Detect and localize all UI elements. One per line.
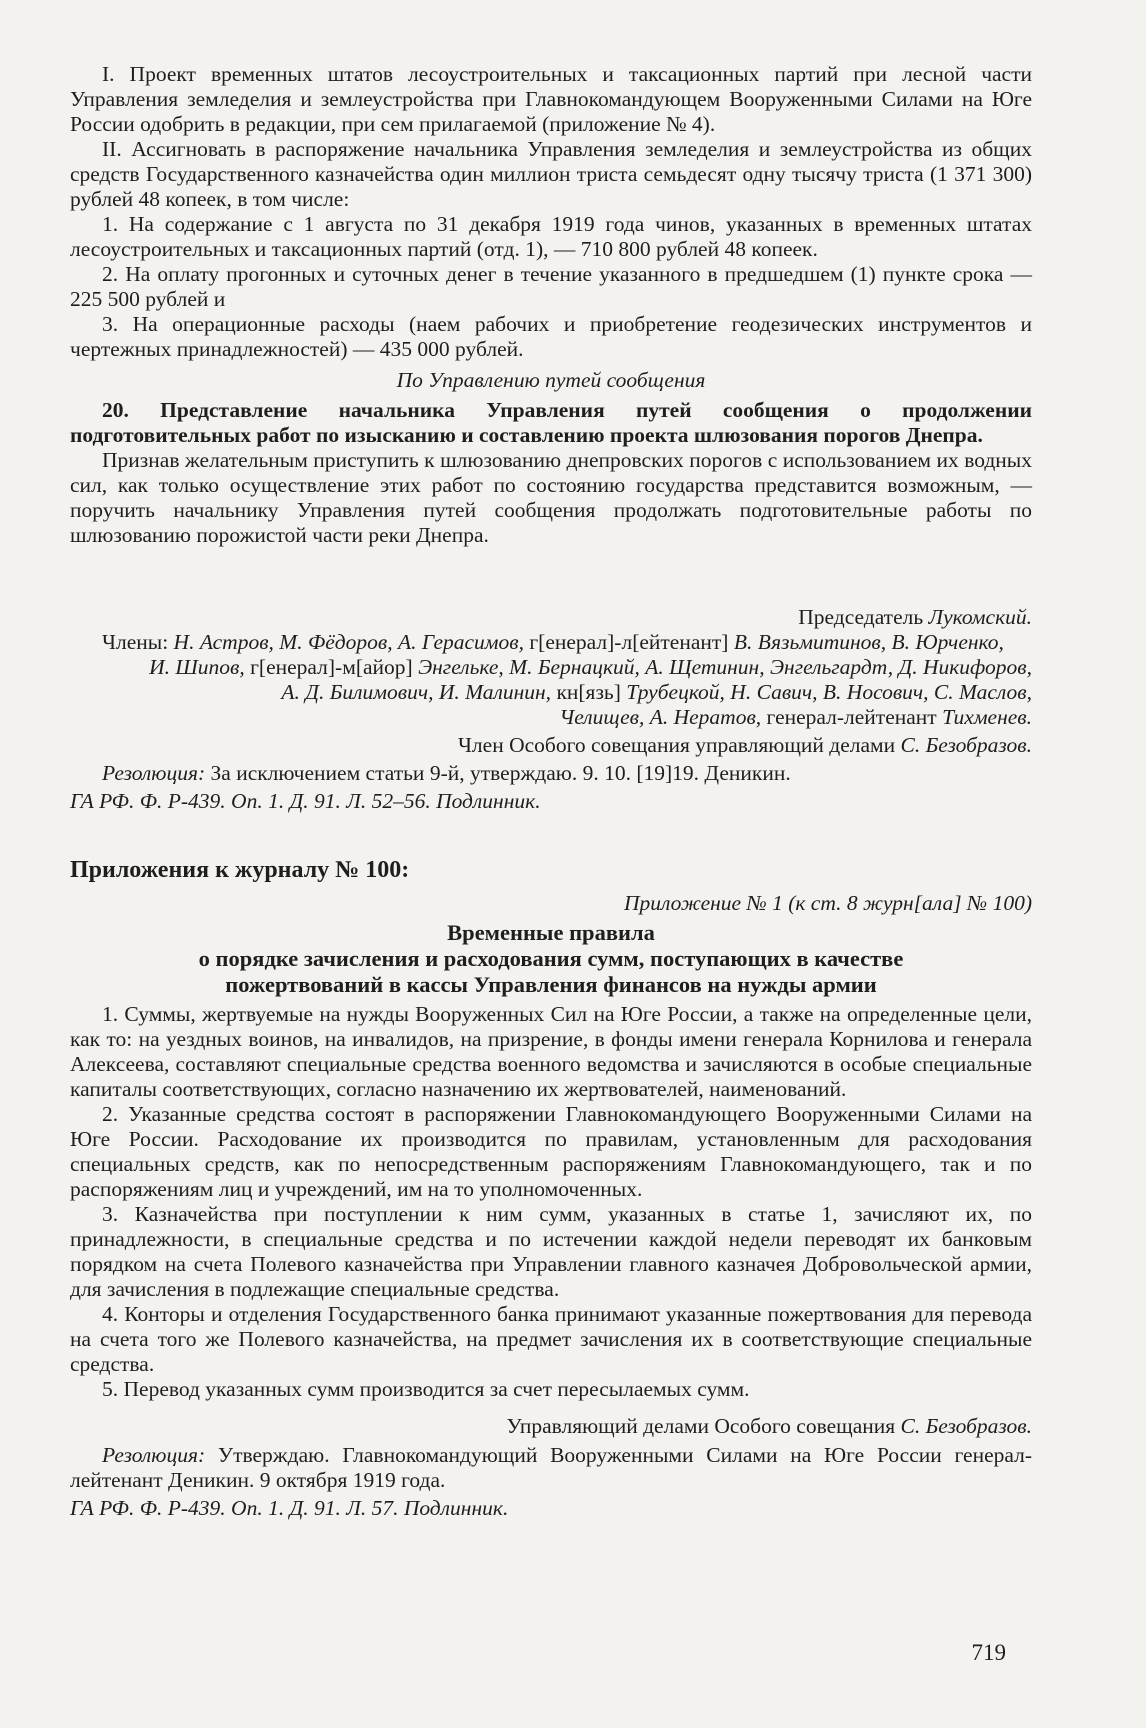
member-rank: г[енерал]-л[ейтенант]: [529, 630, 729, 654]
member-rank: кн[язь]: [556, 680, 621, 704]
archive-reference: ГА РФ. Ф. Р-439. Оп. 1. Д. 91. Л. 52–56. Подлинник.: [70, 789, 541, 813]
secretary-title: Член Особого совещания управляющий делами: [457, 733, 896, 757]
members-label: Члены:: [102, 630, 169, 654]
member-names: И. Шипов,: [149, 655, 245, 679]
paragraph-2: II. Ассигновать в распоряжение начальника Управления земледелия и землеустройства из общих средств Государственного казначейства один миллион триста семьдесят одну тысячу триста (1 371 300) рублей 48 копеек, в том числе:: [70, 137, 1032, 211]
member-names: Н. Астров, М. Фёдоров, А. Герасимов,: [173, 630, 524, 654]
rules-title-2: о порядке зачисления и расходования сумм, поступающих в качестве: [198, 946, 904, 971]
paragraph-1: I. Проект временных штатов лесоустроительных и таксационных партий при лесной части Управления земледелия и землеустройства при Главнокомандующем Вооруженными Силами на Юге России одобрить в редакции, при сем прилагаемой (приложение № 4).: [70, 62, 1032, 136]
paragraph-5: 3. На операционные расходы (наем рабочих и приобретение геодезических инструментов и чертежных принадлежностей) — 435 000 рублей.: [70, 312, 1032, 361]
resolution-text: Утверждаю. Главнокомандующий Вооруженными Силами на Юге России генерал-лейтенант Деникин. 9 октября 1919 года.: [70, 1443, 1033, 1492]
rule-5: 5. Перевод указанных сумм производится за счет пересылаемых сумм.: [102, 1377, 750, 1401]
chairman-name: Лукомский.: [928, 605, 1032, 629]
rules-title-1: Временные правила: [447, 920, 655, 945]
member-rank: г[енерал]-м[айор]: [250, 655, 413, 679]
members-line-3: [70, 680, 1032, 705]
section-subheading: По Управлению путей сообщения: [396, 368, 706, 392]
member-names: Трубецкой, Н. Савич, В. Носович, С. Маслов,: [626, 680, 1032, 704]
rule-3: 3. Казначейства при поступлении к ним сумм, указанных в статье 1, зачисляют их, по принадлежности, в специальные средства и по истечении каждой недели переводят их банковым порядком на счета Полевого казначейства при Управлении главного казначея Добровольческой армии, для зачисления в подлежащие специальные средства.: [70, 1202, 1032, 1301]
member-names: Тихменев.: [942, 705, 1032, 729]
members-line-2: [70, 655, 1032, 680]
appendix-resolution: [70, 1443, 1032, 1493]
paragraph-3: 1. На содержание с 1 августа по 31 декабря 1919 года чинов, указанных в временных штатах лесоустроительных и таксационных партий (отд. 1), — 710 800 рублей 48 копеек.: [70, 212, 1032, 261]
paragraph-4: 2. На оплату прогонных и суточных денег в течение указанного в предшедшем (1) пункте срока — 225 500 рублей и: [70, 262, 1032, 311]
resolution-label: Резолюция:: [102, 761, 206, 785]
members-line-4: [70, 705, 1032, 730]
signatures-block: [70, 605, 1032, 814]
resolution-label: Резолюция:: [102, 1443, 206, 1467]
appendix-heading: Приложения к журналу № 100:: [70, 857, 410, 883]
secretary-name: С. Безобразов.: [900, 733, 1032, 757]
appendix-section: [70, 858, 1032, 1521]
secretary-line: [70, 733, 1032, 758]
member-names: Челищев, А. Нератов,: [559, 705, 762, 729]
rule-2: 2. Указанные средства состоят в распоряжении Главнокомандующего Вооруженными Силами на Юге России. Расходование их производится по правилам, установленным для расходования специальных средств, как по непосредственным распоряжениям Главнокомандующего, так и по распоряжениям лиц и учреждений, им на то уполномоченных.: [70, 1102, 1032, 1201]
chairman-line: [70, 605, 1032, 630]
members-line-1: [70, 630, 1032, 655]
chairman-label: Председатель: [798, 605, 924, 629]
resolution-line: [70, 761, 1032, 786]
appendix-archive-reference: ГА РФ. Ф. Р-439. Оп. 1. Д. 91. Л. 57. Подлинник.: [70, 1496, 509, 1520]
section-body: Признав желательным приступить к шлюзованию днепровских порогов с использованием их водных сил, как только осуществление этих работ по состоянию государства представится возможным, — поручить начальнику Управления путей сообщения продолжать подготовительные работы по шлюзованию порожистой части реки Днепра.: [70, 448, 1032, 547]
resolution-text: За исключением статьи 9-й, утверждаю. 9. 10. [19]19. Деникин.: [210, 761, 791, 785]
member-rank: генерал-лейтенант: [766, 705, 937, 729]
section-heading: 20. Представление начальника Управления путей сообщения о продолжении подготовительных работ по изысканию и составлению проекта шлюзования порогов Днепра.: [70, 398, 1032, 447]
manager-name: С. Безобразов.: [900, 1414, 1032, 1438]
appendix-reference: Приложение № 1 (к ст. 8 журн[ала] № 100): [623, 891, 1032, 915]
member-names: Энгельке, М. Бернацкий, А. Щетинин, Энгельгардт, Д. Никифоров,: [418, 655, 1032, 679]
page-number: 719: [971, 1640, 1006, 1665]
section-20: [70, 368, 1032, 548]
rule-4: 4. Конторы и отделения Государственного банка принимают указанные пожертвования для перевода на счета того же Полевого казначейства, на предмет зачисления их в соответствующие специальные средства.: [70, 1302, 1032, 1376]
rule-1: 1. Суммы, жертвуемые на нужды Вооруженных Сил на Юге России, а также на определенные цели, как то: на уездных воинов, на инвалидов, на призрение, в фонды имени генерала Корнилова и генерала Алексеева, составляют специальные средства военного ведомства и зачисляются в особые специальные капиталы соответствующих, согласно назначению их жертвователей, наименований.: [70, 1002, 1032, 1101]
rules-title-3: пожертвований в кассы Управления финансов на нужды армии: [225, 972, 877, 997]
budget-section: [70, 62, 1032, 362]
member-names: В. Вязьмитинов, В. Юрченко,: [733, 630, 1004, 654]
member-names: А. Д. Билимович, И. Малинин,: [281, 680, 552, 704]
manager-title: Управляющий делами Особого совещания: [506, 1414, 896, 1438]
manager-line: [70, 1414, 1032, 1439]
